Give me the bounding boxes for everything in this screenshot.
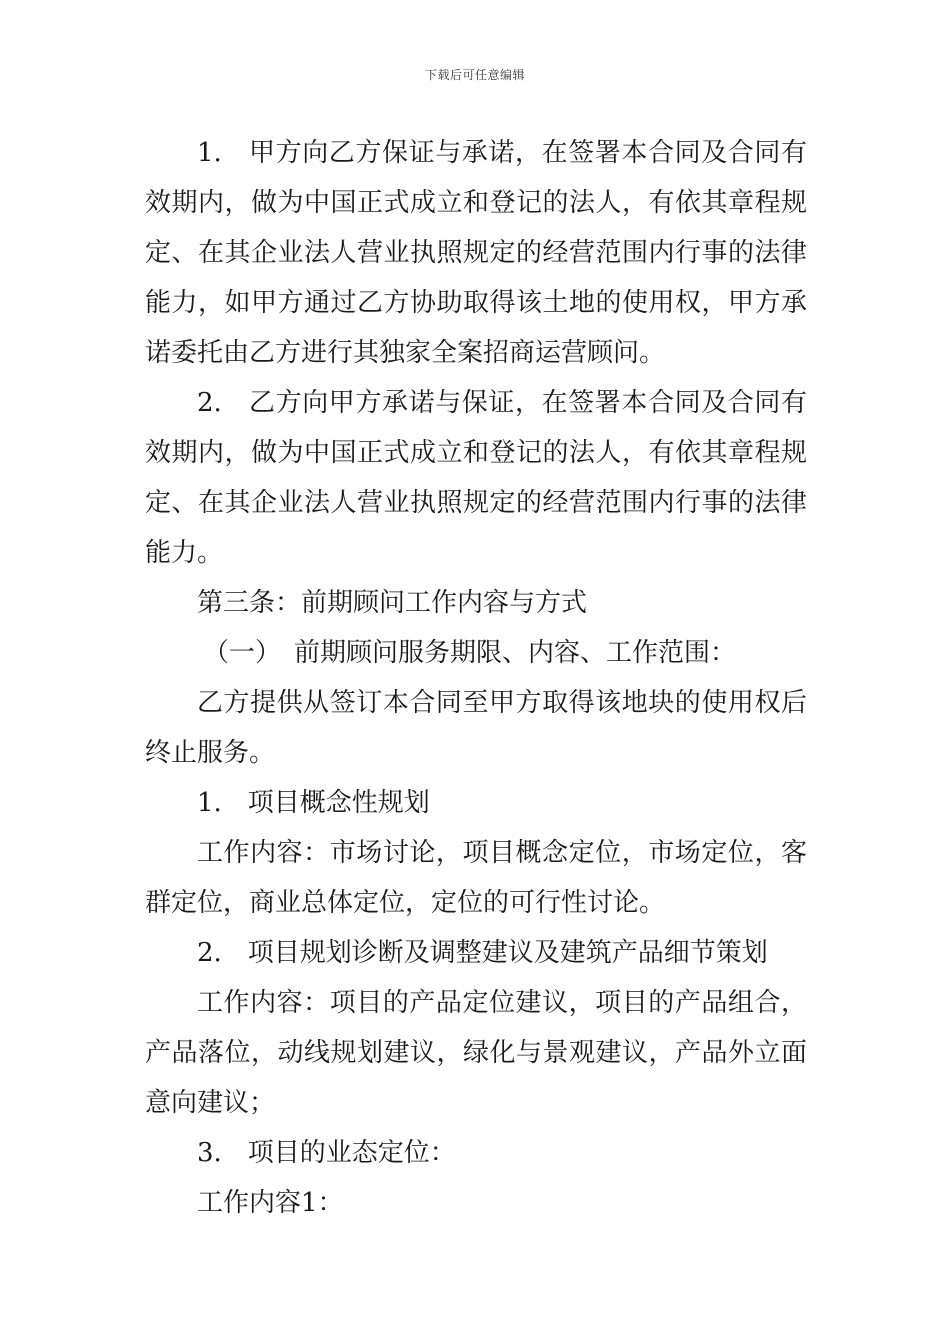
item-heading-2: 2. 项目规划诊断及调整建议及建筑产品细节策划 (197, 938, 768, 968)
document-body (145, 128, 807, 1228)
item-content-1: 工作内容：市场讨论，项目概念定位，市场定位，客群定位，商业总体定位，定位的可行性讨论。 (145, 838, 807, 918)
section-heading: （一） 前期顾问服务期限、内容、工作范围： (203, 638, 737, 668)
item-heading-3: 3. 项目的业态定位： (197, 1138, 456, 1168)
item-heading-1: 1. 项目概念性规划 (197, 788, 430, 818)
header-note: 下载后可任意编辑 (424, 68, 525, 82)
item-content-3: 工作内容1： (197, 1188, 344, 1218)
paragraph-clause-1: 1. 甲方向乙方保证与承诺，在签署本合同及合同有效期内，做为中国正式成立和登记的法人，有依其章程规定、在其企业法人营业执照规定的经营范围内行事的法律能力，如甲方通过乙方协助取得该土地的使用权，甲方承诺委托由乙方进行其独家全案招商运营顾问。 (145, 138, 807, 368)
paragraph-clause-2: 2. 乙方向甲方承诺与保证，在签署本合同及合同有效期内，做为中国正式成立和登记的法人，有依其章程规定、在其企业法人营业执照规定的经营范围内行事的法律能力。 (145, 388, 807, 568)
item-content-2: 工作内容：项目的产品定位建议，项目的产品组合，产品落位，动线规划建议，绿化与景观建议，产品外立面意向建议； (145, 988, 807, 1118)
paragraph-service-term: 乙方提供从签订本合同至甲方取得该地块的使用权后终止服务。 (145, 688, 807, 768)
article-heading: 第三条：前期顾问工作内容与方式 (197, 588, 588, 618)
